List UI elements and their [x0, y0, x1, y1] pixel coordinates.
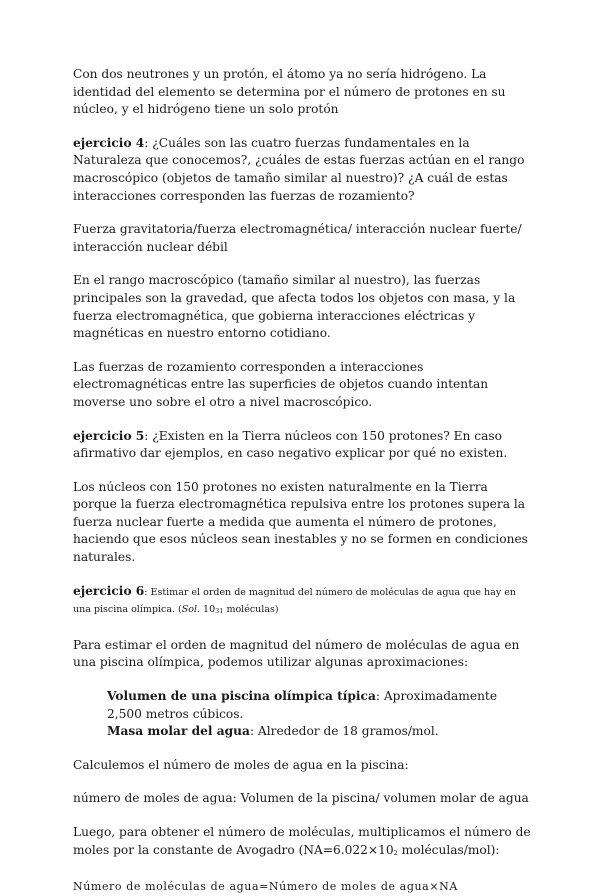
- exercise-6-sol-unit: moléculas): [223, 604, 279, 616]
- paragraph-calculate-moles: Calculemos el número de moles de agua en la piscina:: [73, 757, 409, 772]
- exercise-4-text: : ¿Cuáles son las cuatro fuerzas fundamentales en la Naturaleza que conocemos?, ¿cuáles de estas fuerzas actúan en el rango macroscópico (objetos de tamaño similar al nuestro)? ¿A cuál de estas interacciones corresponden las fuerzas de rozamiento?: [73, 135, 525, 203]
- exercise-6-sol-exponent: 31: [215, 607, 224, 616]
- list-item: [107, 688, 533, 723]
- list-item-label: Volumen de una piscina olímpica típica: [107, 689, 376, 704]
- molecules-formula: Número de moléculas de agua=Número de moles de agua×NA: [73, 880, 458, 894]
- avogadro-text: Luego, para obtener el número de moléculas, multiplicamos el número de moles por la constante de Avogadro (NA=6.022×10: [73, 825, 531, 857]
- exercise-6-text: : Estimar el orden de magnitud del número de moléculas de agua que hay en una piscina olímpica. (: [73, 586, 516, 616]
- list-item-text: : Aproximadamente 2,500 metros cúbicos.: [107, 689, 498, 721]
- paragraph-nuclei: Los núcleos con 150 protones no existen naturalmente en la Tierra porque la fuerza electromagnética repulsiva entre los protones supera la fuerza nuclear fuerte a medida que aumenta el número de protones, haciendo que esos núcleos sean inestables y no se formen en condiciones naturales.: [73, 479, 528, 565]
- avogadro-text-end: moléculas/mol):: [397, 842, 500, 857]
- paragraph-macroscopic-range: En el rango macroscópico (tamaño similar al nuestro), las fuerzas principales son la gravedad, que afecta todos los objetos con masa, y la fuerza electromagnética, que gobierna interacciones eléctricas y magnéticas en nuestro entorno cotidiano.: [73, 273, 516, 341]
- exercise-6-label: ejercicio 6: [73, 583, 145, 598]
- exercise-4-question: [73, 135, 533, 205]
- exercise-5-text: : ¿Existen en la Tierra núcleos con 150 protones? En caso afirmativo dar ejemplos, en caso negativo explicar por qué no existen.: [73, 428, 508, 461]
- document-body: [73, 66, 533, 896]
- list-item-text: : Alrededor de 18 gramos/mol.: [249, 724, 439, 739]
- paragraph-estimate: Para estimar el orden de magnitud del número de moléculas de agua en una piscina olímpica, podemos utilizar algunas aproximaciones:: [73, 637, 520, 670]
- exercise-6-question: [73, 583, 533, 621]
- exercise-5-label: ejercicio 5: [73, 428, 145, 443]
- approximations-list: [107, 688, 533, 741]
- paragraph-moles-formula: número de moles de agua: Volumen de la piscina/ volumen molar de agua: [73, 791, 529, 806]
- paragraph-friction: Las fuerzas de rozamiento corresponden a interacciones electromagnéticas entre las superficies de objetos cuando intentan moverse uno sobre el otro a nivel macroscópico.: [73, 359, 489, 409]
- avogadro-exponent: 2: [393, 848, 398, 857]
- exercise-5-question: [73, 428, 533, 463]
- exercise-4-label: ejercicio 4: [73, 135, 145, 150]
- list-item-label: Masa molar del agua: [107, 724, 250, 739]
- paragraph-avogadro: [73, 824, 533, 862]
- exercise-6-sol-label: Sol.: [181, 604, 201, 616]
- paragraph-forces-list: Fuerza gravitatoria/fuerza electromagnética/ interacción nuclear fuerte/ interacción nuclear débil: [73, 222, 522, 254]
- list-item: [107, 723, 533, 741]
- exercise-6-sol-value: 10: [200, 604, 216, 616]
- paragraph-hydrogen: Con dos neutrones y un protón, el átomo ya no sería hidrógeno. La identidad del elemento se determina por el número de protones en su núcleo, y el hidrógeno tiene un solo protón: [73, 67, 506, 117]
